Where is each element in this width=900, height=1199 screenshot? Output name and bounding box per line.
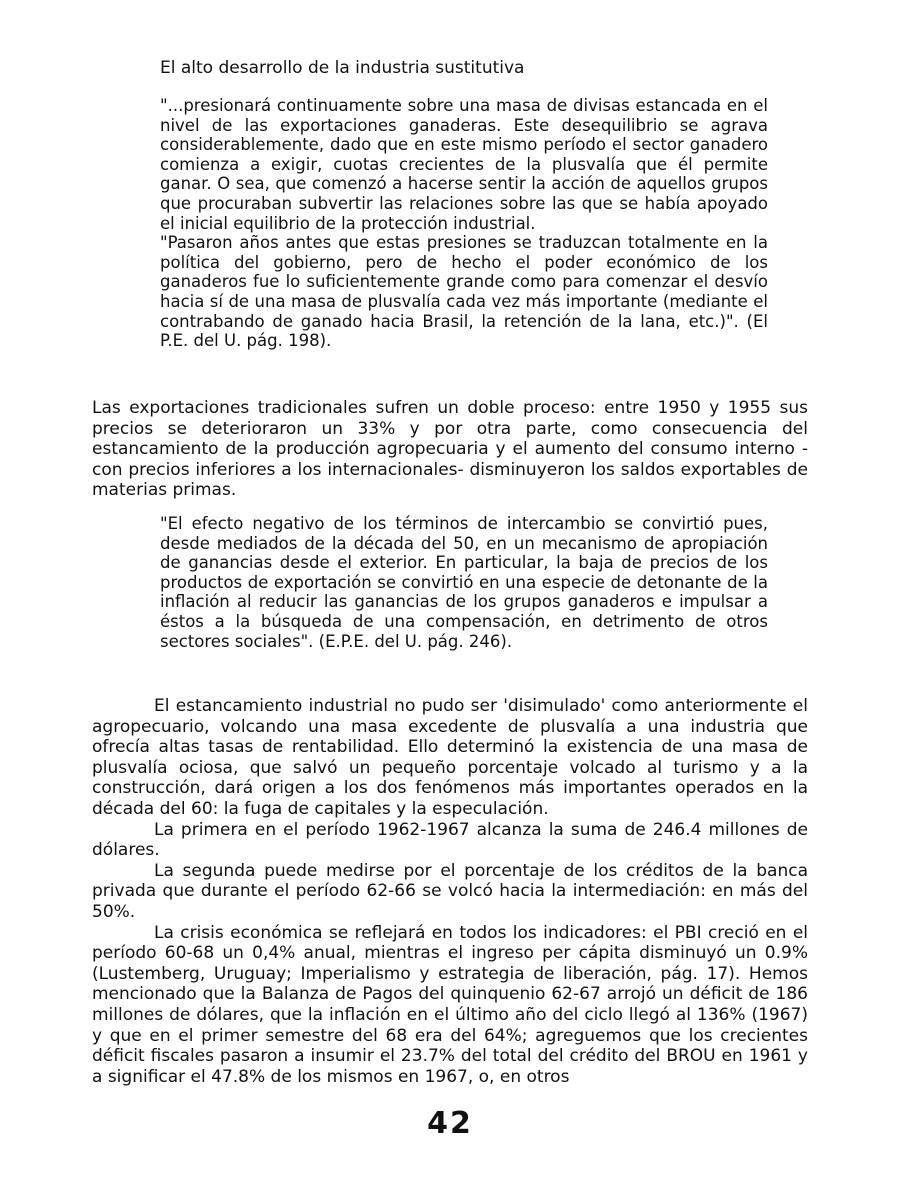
quote-paragraph: "...presionará continuamente sobre una masa de divisas estancada en el nivel de las exportaciones ganaderas. Este desequilibrio se agrava considerablemente, dado que en este mismo período el sector ganadero comienza a exigir, cuotas crecientes de la plusvalía que él permite ganar. O sea, que comenzó a hacerse sentir la acción de aquellos grupos que procuraban subvertir las relaciones sobre las que se había apoyado el inicial equilibrio de la protección industrial. xyxy=(160,96,768,233)
body-paragraph: La segunda puede medirse por el porcentaje de los créditos de la banca privada que durante el período 62-66 se volcó hacia la intermediación: en más del 50%. xyxy=(92,860,808,922)
body-text-2 xyxy=(92,696,808,1087)
block-quote-2 xyxy=(160,514,768,651)
quote-paragraph: "Pasaron años antes que estas presiones se traduzcan totalmente en la política del gobierno, pero de hecho el poder económico de los ganaderos fue lo suficientemente grande como para comenzar el desvío hacia sí de una masa de plusvalía cada vez más importante (mediante el contrabando de ganado hacia Brasil, la retención de la lana, etc.)". (El P.E. del U. pág. 198). xyxy=(160,233,768,351)
body-paragraph: El estancamiento industrial no pudo ser 'disimulado' como anteriormente el agropecuario, volcando una masa excedente de plusvalía a una industria que ofrecía altas tasas de rentabilidad. Ello determinó la existencia de una masa de plusvalía ociosa, que salvó un pequeño porcentaje volcado al turismo y a la construcción, dará origen a los dos fenómenos más importantes operados en la década del 60: la fuga de capitales y la especulación. xyxy=(92,696,808,819)
section-heading: El alto desarrollo de la industria sustitutiva xyxy=(160,58,525,78)
body-paragraph: La crisis económica se reflejará en todos los indicadores: el PBI creció en el período 60-68 un 0,4% anual, mientras el ingreso per cápita disminuyó un 0.9% (Lustemberg, Uruguay; Imperialismo y estrategia de liberación, pág. 17). Hemos mencionado que la Balanza de Pagos del quinquenio 62-67 arrojó un déficit de 186 millones de dólares, que la inflación en el último año del ciclo llegó al 136% (1967) y que en el primer semestre del 68 era del 64%; agreguemos que los crecientes déficit fiscales pasaron a insumir el 23.7% del total del crédito del BROU en 1961 y a significar el 47.8% de los mismos en 1967, o, en otros xyxy=(92,922,808,1087)
body-text-1 xyxy=(92,398,808,501)
body-paragraph: La primera en el período 1962-1967 alcanza la suma de 246.4 millones de dólares. xyxy=(92,819,808,861)
block-quote-1 xyxy=(160,96,768,351)
body-paragraph: Las exportaciones tradicionales sufren un doble proceso: entre 1950 y 1955 sus precios se deterioraron un 33% y por otra parte, como consecuencia del estancamiento de la producción agropecuaria y el aumento del consumo interno - con precios inferiores a los internacionales- disminuyeron los saldos exportables de materias primas. xyxy=(92,398,808,501)
quote-paragraph: "El efecto negativo de los términos de intercambio se convirtió pues, desde mediados de la década del 50, en un mecanismo de apropiación de ganancias desde el exterior. En particular, la baja de precios de los productos de exportación se convirtió en una especie de detonante de la inflación al reducir las ganancias de los grupos ganaderos e impulsar a éstos a la búsqueda de una compensación, en detrimento de otros sectores sociales". (E.P.E. del U. pág. 246). xyxy=(160,514,768,651)
page-number: 42 xyxy=(427,1106,473,1141)
